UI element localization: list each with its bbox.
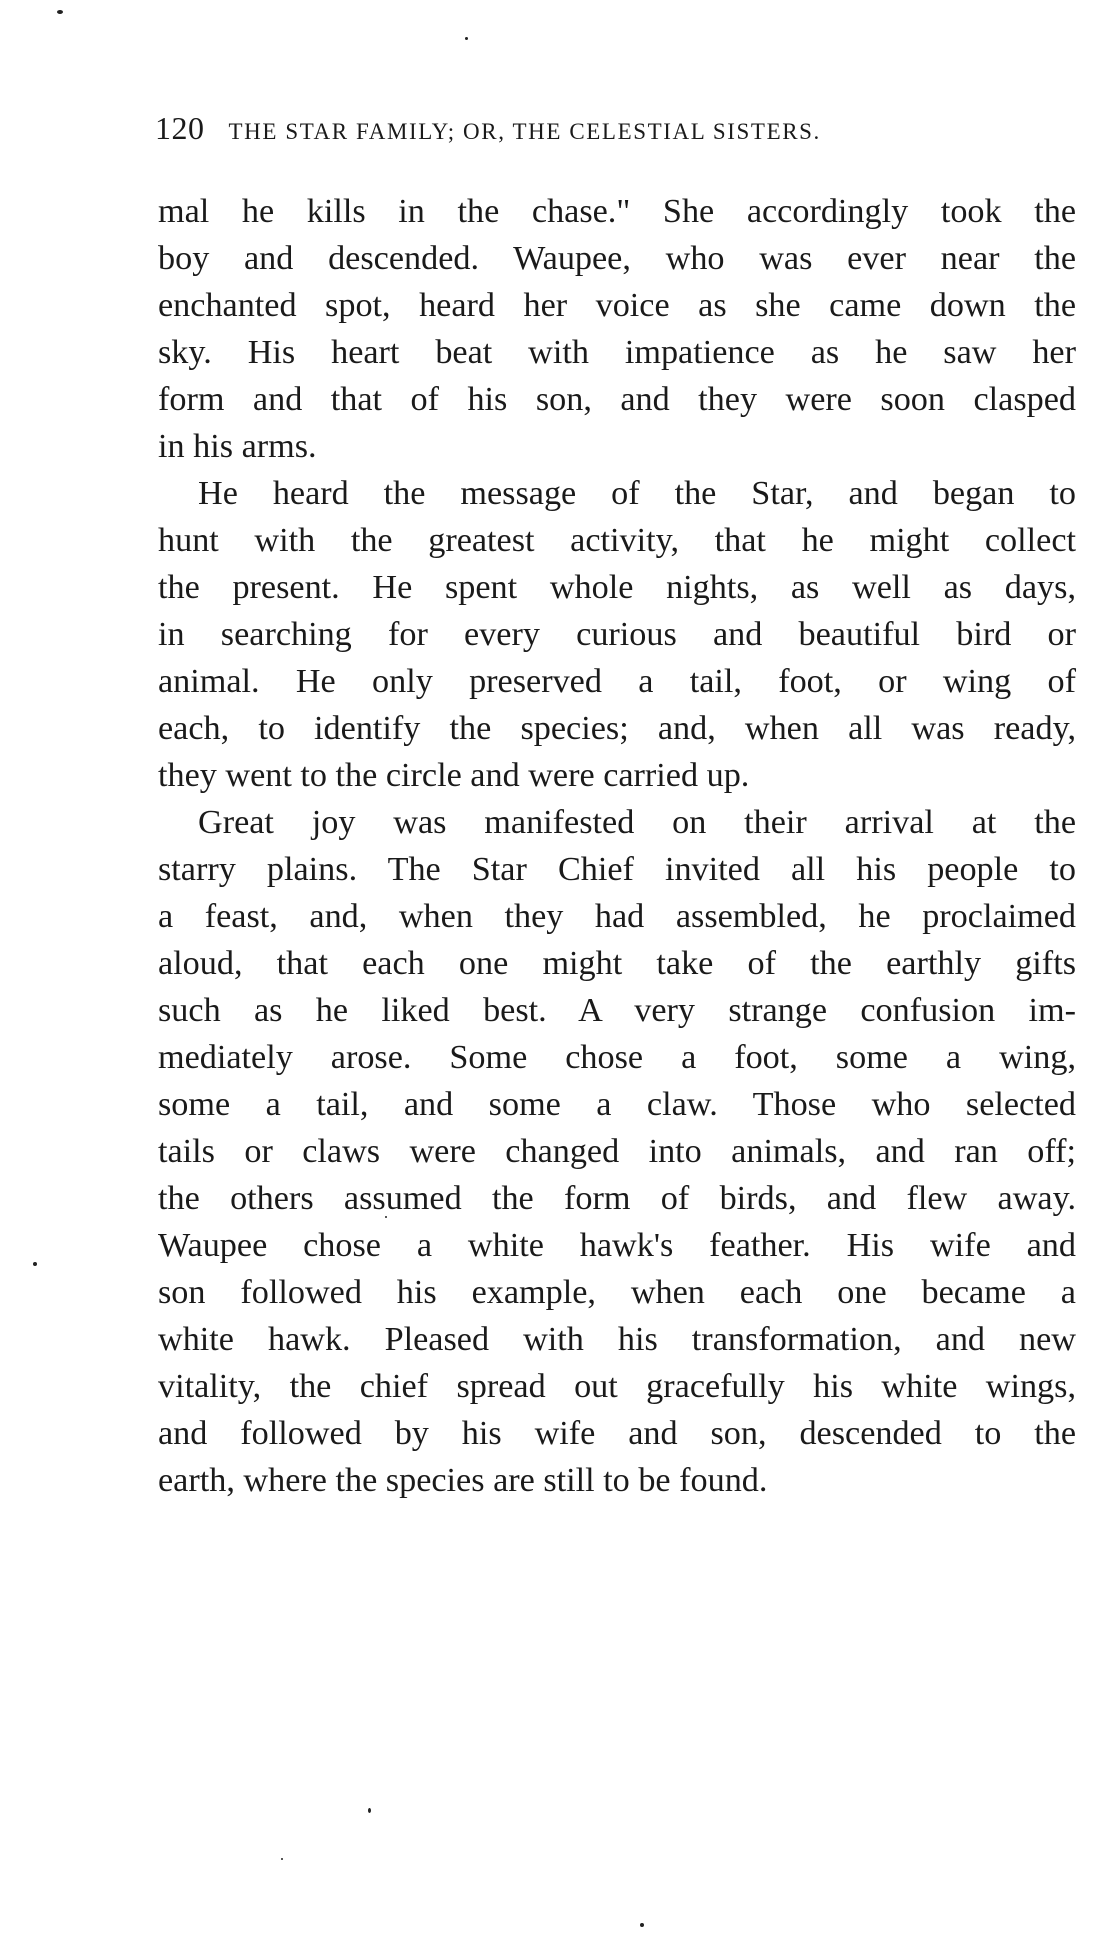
text-line: and followed by his wife and son, descended to the <box>158 1415 1076 1452</box>
text-line: son followed his example, when each one became a <box>158 1274 1076 1311</box>
text-line: mediately arose. Some chose a foot, some a wing, <box>158 1039 1076 1076</box>
text-line: hunt with the greatest activity, that he might collect <box>158 522 1076 559</box>
text-line: Great joy was manifested on their arrival at the <box>198 804 1076 841</box>
text-line: Waupee chose a white hawk's feather. His wife and <box>158 1227 1076 1264</box>
text-line: He heard the message of the Star, and began to <box>198 475 1076 512</box>
page-number: 120 <box>155 110 205 146</box>
scan-speck <box>57 10 63 14</box>
text-line: they went to the circle and were carried up. <box>158 757 750 794</box>
text-line: some a tail, and some a claw. Those who selected <box>158 1086 1076 1123</box>
text-line: boy and descended. Waupee, who was ever near the <box>158 240 1076 277</box>
running-head <box>155 108 1085 148</box>
text-line: starry plains. The Star Chief invited all his people to <box>158 851 1076 888</box>
running-title: THE STAR FAMILY; OR, THE CELESTIAL SISTERS. <box>228 119 821 144</box>
scan-speck <box>281 1858 283 1860</box>
text-line: the present. He spent whole nights, as well as days, <box>158 569 1076 606</box>
scan-speck <box>465 37 468 40</box>
text-line: form and that of his son, and they were soon clasped <box>158 381 1076 418</box>
text-line: in searching for every curious and beautiful bird or <box>158 616 1076 653</box>
text-line: mal he kills in the chase." She accordingly took the <box>158 193 1076 230</box>
text-line: a feast, and, when they had assembled, he proclaimed <box>158 898 1076 935</box>
scan-speck <box>368 1808 371 1813</box>
text-line: in his arms. <box>158 428 317 465</box>
text-line: animal. He only preserved a tail, foot, or wing of <box>158 663 1076 700</box>
text-line: sky. His heart beat with impatience as he saw her <box>158 334 1076 371</box>
scan-speck <box>33 1262 37 1266</box>
scan-speck <box>640 1923 644 1927</box>
text-line: aloud, that each one might take of the earthly gifts <box>158 945 1076 982</box>
text-line: white hawk. Pleased with his transformation, and new <box>158 1321 1076 1358</box>
text-line: vitality, the chief spread out gracefully his white wings, <box>158 1368 1076 1405</box>
text-line: such as he liked best. A very strange confusion im- <box>158 992 1076 1029</box>
text-line: the others assumed the form of birds, and flew away. <box>158 1180 1076 1217</box>
text-line: earth, where the species are still to be found. <box>158 1462 768 1499</box>
text-line: enchanted spot, heard her voice as she came down the <box>158 287 1076 324</box>
text-line: each, to identify the species; and, when all was ready, <box>158 710 1076 747</box>
body-text <box>158 188 1076 1504</box>
text-line: tails or claws were changed into animals, and ran off; <box>158 1133 1076 1170</box>
